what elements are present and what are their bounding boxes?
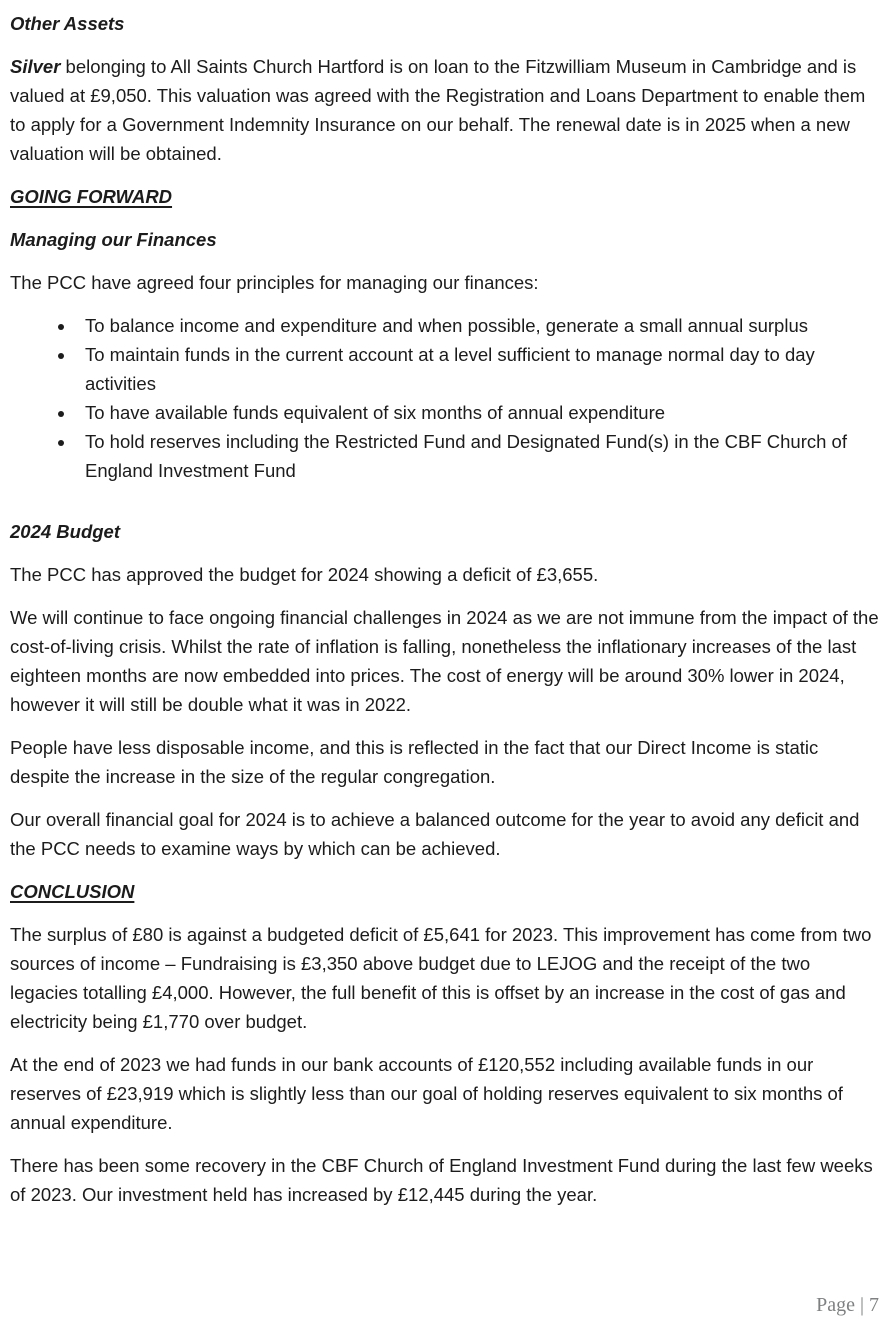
- paragraph-principles-intro: The PCC have agreed four principles for managing our finances:: [10, 272, 539, 293]
- list-item-principle-3: • To have available funds equivalent of six months of annual expenditure: [76, 398, 879, 427]
- heading-2024-budget: 2024 Budget: [10, 521, 121, 542]
- paragraph-budget-deficit: The PCC has approved the budget for 2024 showing a deficit of £3,655.: [10, 564, 599, 585]
- list-item-principle-2: • To maintain funds in the current account at a level sufficient to manage normal day to day activities: [76, 340, 879, 398]
- heading-managing-finances: Managing our Finances: [10, 229, 217, 250]
- silver-lead-word: Silver: [10, 56, 61, 77]
- page-number: Page | 7: [816, 1294, 879, 1316]
- heading-other-assets: Other Assets: [10, 13, 125, 34]
- list-item-principle-1: • To balance income and expenditure and when possible, generate a small annual surplus: [76, 311, 879, 340]
- silver-paragraph-text: belonging to All Saints Church Hartford is on loan to the Fitzwilliam Museum in Cambridge and is valued at £9,050. This valuation was agreed with the Registration and Loans Department to enable them to apply for a Government Indemnity Insurance on our behalf. The renewal date is in 2025 when a new valuation will be obtained.: [10, 56, 866, 164]
- heading-going-forward: GOING FORWARD: [10, 186, 173, 207]
- paragraph-financial-goal: Our overall financial goal for 2024 is to achieve a balanced outcome for the year to avoid any deficit and the PCC needs to examine ways by which can be achieved.: [10, 809, 860, 859]
- paragraph-bank-accounts: At the end of 2023 we had funds in our bank accounts of £120,552 including available funds in our reserves of £23,919 which is slightly less than our goal of holding reserves equivalent to six months of annual expenditure.: [10, 1054, 843, 1133]
- list-item-principle-4: • To hold reserves including the Restricted Fund and Designated Fund(s) in the CBF Church of England Investment Fund: [76, 427, 879, 485]
- paragraph-investment-recovery: There has been some recovery in the CBF Church of England Investment Fund during the last few weeks of 2023. Our investment held has increased by £12,445 during the year.: [10, 1155, 873, 1205]
- paragraph-disposable-income: People have less disposable income, and this is reflected in the fact that our Direct Income is static despite the increase in the size of the regular congregation.: [10, 737, 819, 787]
- paragraph-silver: [10, 52, 879, 168]
- principles-list: [10, 311, 879, 485]
- paragraph-financial-challenges: We will continue to face ongoing financial challenges in 2024 as we are not immune from the impact of the cost-of-living crisis. Whilst the rate of inflation is falling, nonetheless the inflationary increases of the last eighteen months are now embedded into prices. The cost of energy will be around 30% lower in 2024, however it will still be double what it was in 2022.: [10, 607, 879, 715]
- heading-conclusion: CONCLUSION: [10, 881, 135, 902]
- paragraph-surplus: The surplus of £80 is against a budgeted deficit of £5,641 for 2023. This improvement has come from two sources of income – Fundraising is £3,350 above budget due to LEJOG and the receipt of the two legacies totalling £4,000. However, the full benefit of this is offset by an increase in the cost of gas and electricity being £1,770 over budget.: [10, 924, 872, 1032]
